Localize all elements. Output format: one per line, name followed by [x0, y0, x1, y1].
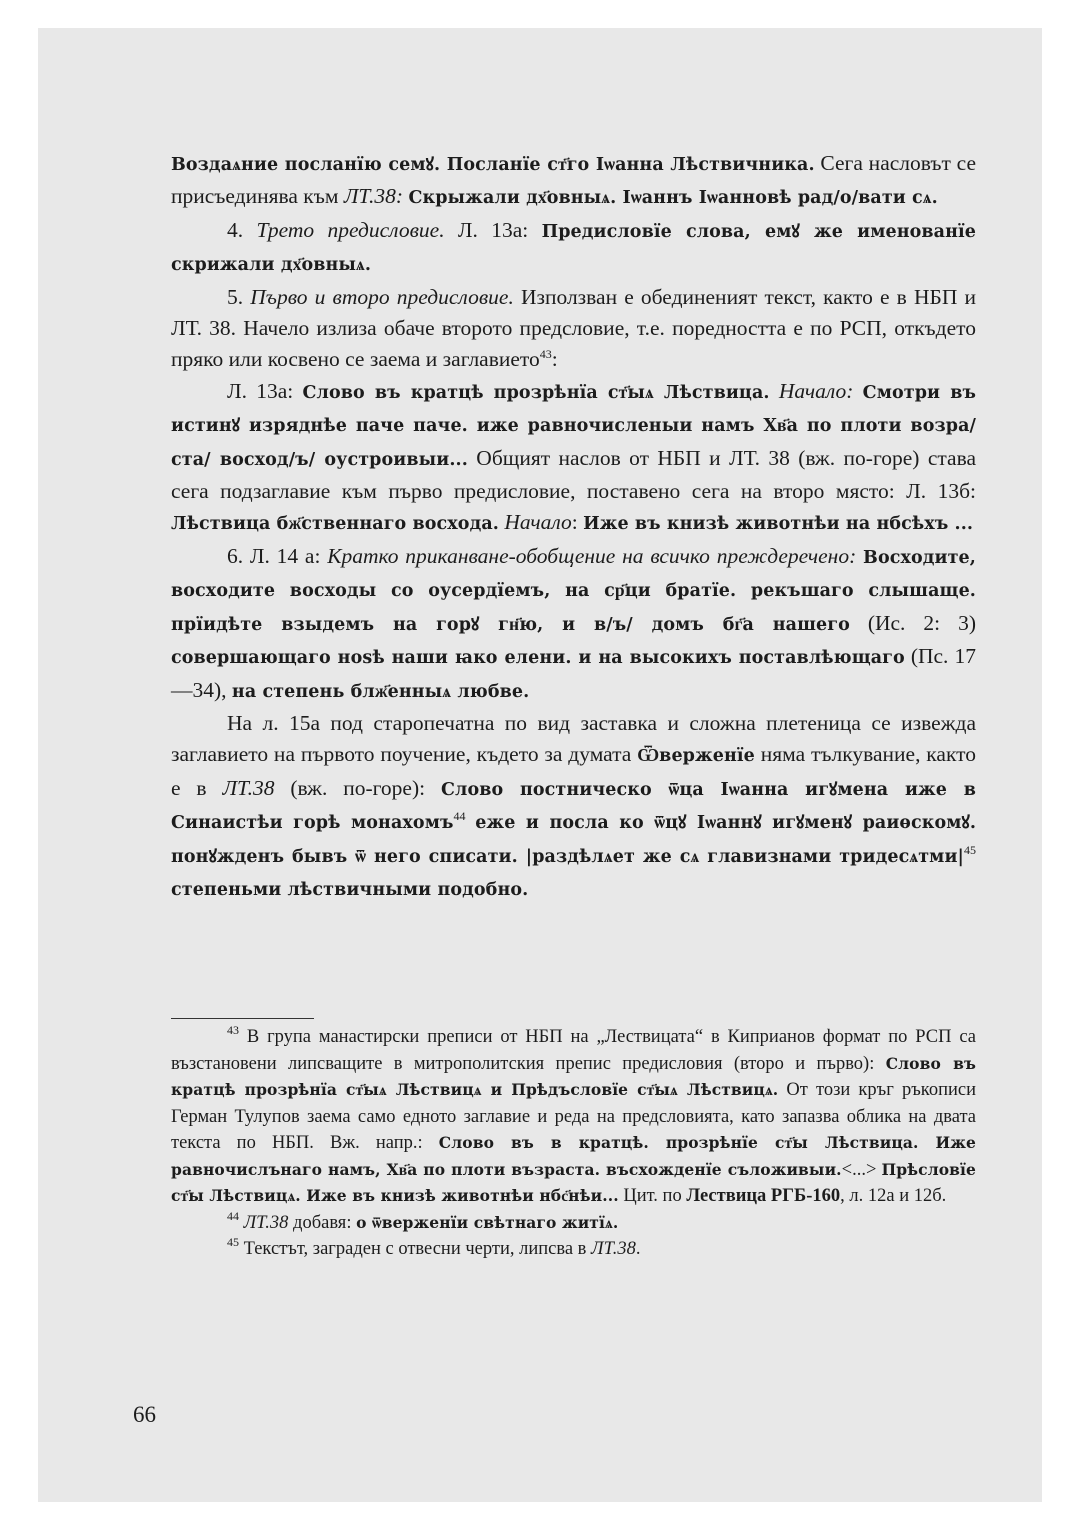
text-run: .: [635, 1239, 641, 1260]
slavonic-quote: степеньми лѣствичными подобно.: [171, 879, 529, 900]
footnote-ref: 44: [453, 809, 466, 824]
text-run: :: [551, 347, 558, 372]
slavonic-quote: Иже въ книзѣ животнѣи на нбсѣхъ ...: [583, 514, 974, 535]
text-run: Текстът, заграден с отвесни черти, липсва в: [239, 1239, 592, 1260]
footnote-ref: 43: [227, 1023, 239, 1038]
text-run: [466, 809, 476, 833]
slavonic-quote: Предисловїе слова, емꙋ же именованїе скрижали дх҃овныѧ.: [171, 221, 977, 276]
text-run: добавя:: [288, 1212, 357, 1233]
text-run: (вж. по-горе):: [274, 775, 441, 800]
text-run: Цит. по: [618, 1186, 687, 1207]
slavonic-quote: Смотри въ истинꙋ изряднѣе паче паче. иже равночисленыи намъ Хв҃а по плоти возра/ ста/ восход/ъ/ оустроивыи...: [171, 382, 976, 470]
text-run: Сега насловът се присъединява към: [171, 151, 976, 209]
text-run: В група манастирски преписи от НБП на „Лествицата“ в Киприанов формат по РСП са възстановени липсващите в митрополитския препис предисловия (второ и първо):: [171, 1027, 976, 1074]
slavonic-quote: Скрыжали дх҃овныѧ. Іѡаннъ Іѡанновѣ рад/о/вати сѧ.: [408, 188, 938, 209]
footnote-separator: [171, 1018, 314, 1019]
para-folio-13a: [171, 376, 976, 541]
slavonic-quote: совершающаго ноѕѣ наши ꙗко елени. и на высокихъ поставлѣющаго: [171, 648, 905, 669]
text-block: [171, 148, 976, 1263]
footnote-43: [171, 1024, 976, 1210]
footnotes: [171, 1024, 976, 1263]
footnote-ref: 45: [227, 1235, 239, 1250]
text-run: Л. 13а:: [227, 378, 303, 403]
italic-text: Начало:: [778, 378, 854, 403]
text-run: 5.: [227, 284, 251, 309]
footnote-ref: 44: [227, 1208, 239, 1223]
slavonic-quote: Слово въ кратцѣ прозрѣнїа ст҃ыѧ Лѣствица.: [302, 382, 770, 403]
italic-text: ЛТ.38: [222, 775, 275, 800]
main-text: [171, 148, 976, 906]
italic-text: Кратко приканване-обобщение на всичко преждеречено:: [327, 543, 857, 568]
italic-text: ЛТ.38: [243, 1212, 289, 1233]
text-run: [770, 379, 779, 403]
slavonic-quote: Слово въ в кратцѣ. прозрѣнїе ст҃ы Лѣствица. Иже равночислънаго намъ, Хв҃а по плоти възраста. въсхожденїе съложивыи.: [171, 1133, 976, 1179]
footnote-ref: 43: [539, 347, 552, 362]
text-run: От този кръг ръкописи Герман Тулупов заема само едното заглавие и реда на предсловията, като запазва облика на двата текста по НБП. Вж. напр.:: [171, 1080, 976, 1154]
text-run: , л. 12а и 12б.: [840, 1186, 947, 1207]
text-run: (Ис. 2: 3): [849, 610, 976, 635]
footnote-ref: 45: [964, 842, 976, 857]
text-run: (Пс. 17—34),: [171, 644, 976, 702]
slavonic-quote: Лѣствица бж҃ственнаго восхода.: [171, 514, 499, 535]
slavonic-quote: Слово постническо ѿца Іѡанна игꙋмена иже в Синаистѣи горѣ монахомъ: [171, 779, 976, 834]
slavonic-quote: Прѣсловїе ст҃ы Лѣствицѧ. Иже въ книзѣ животнѣи нбс҃нѣи...: [171, 1159, 976, 1206]
slavonic-quote: на степень блж҃енныѧ любве.: [231, 681, 530, 702]
text-run: няма тълкувание, както е в: [171, 742, 976, 800]
footnote-44: [171, 1210, 976, 1237]
text-run: Л. 13а:: [444, 217, 542, 242]
text-run: 6. Л. 14 а:: [227, 543, 328, 568]
para-first-second-preface: [171, 282, 976, 376]
italic-text: Трето предисловие.: [256, 217, 445, 242]
slavonic-quote: еже и посла ко ѿцꙋ Іѡаннꙋ игꙋменꙋ раиѳскомꙋ. понꙋжденъ бывъ ѿ него списати. |раздѣлѧет же сѧ главизнами тридесѧтми|: [171, 813, 977, 867]
scanned-page: [38, 28, 1042, 1502]
slavonic-quote: Восходите, восходите восходы со оусердїемъ, на ср҃ци братїе. рекъшаго слышаще. прїидѣте взыдемъ на горꙋ гн҃ю, и в/ъ/ домъ бг҃а нашего: [171, 547, 976, 635]
text-run: [853, 379, 862, 403]
slavonic-quote: Воздаѧние посланїю семꙋ. Посланїе ст҃го Іѡанна Лѣствичника.: [171, 155, 815, 175]
slavonic-quote: Слово въ кратцѣ прозрѣнїа ст҃ыѧ Лѣствицѧ и Прѣдъсловїе ст҃ыѧ Лѣствицѧ.: [171, 1053, 976, 1100]
italic-text: Начало: [504, 510, 572, 535]
text-run: <...>: [841, 1159, 882, 1180]
footnote-45: [171, 1236, 976, 1263]
text-run: 4.: [227, 217, 257, 242]
text-run: На л. 15а под старопечатна по вид заставка и сложна плетеница се извежда заглавието на първото поучение, където за думата: [171, 710, 976, 767]
slavonic-quote: Ѿверженїе: [637, 746, 755, 767]
para-title-continued: [171, 148, 976, 215]
text-run: Използван е обединеният текст, както е в НБП и ЛТ. 38. Начело излиза обаче второто предсловие, т.е. поредността е по РСП, откъдето пряко или косвено се заема и заглавието: [171, 284, 976, 372]
slavonic-quote: о ѿверженїи свѣтнаго житїѧ.: [356, 1212, 619, 1232]
para-third-preface: [171, 215, 976, 282]
text-run: Общият наслов от НБП и ЛТ. 38 (вж. по-горе) става сега подзаглавие към първо предисловие, поставено сега на второ място: Л. 13б:: [171, 445, 976, 504]
para-folio-15a: [171, 708, 976, 906]
text-run: :: [571, 510, 584, 535]
para-item-6: [171, 541, 976, 708]
page-number: 66: [133, 1402, 156, 1427]
italic-text: ЛТ.38: [591, 1239, 636, 1260]
bold-source: Лествица РГБ-160: [686, 1186, 841, 1207]
italic-text: ЛТ.38:: [343, 184, 404, 209]
italic-text: Първо и второ предисловие.: [250, 284, 514, 309]
